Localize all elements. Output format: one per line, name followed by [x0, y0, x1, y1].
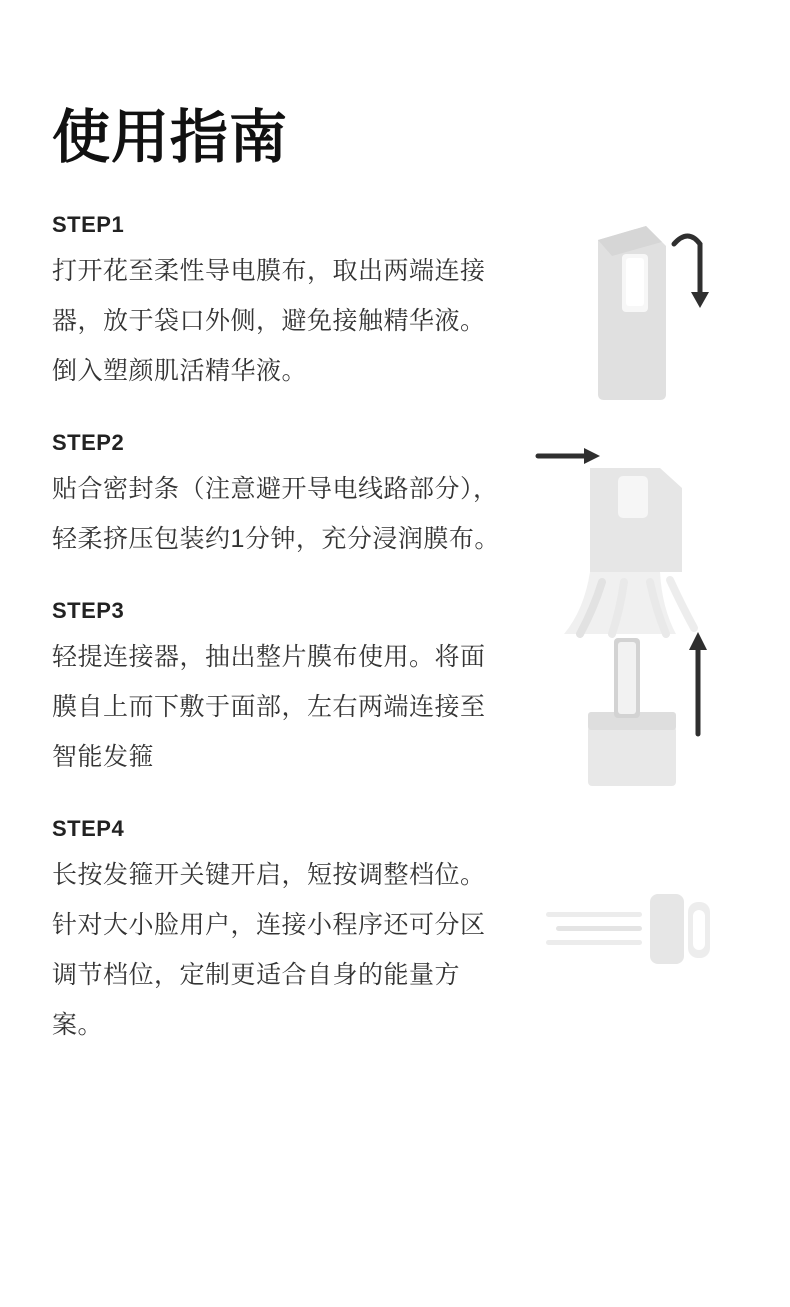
- step-label: STEP3: [52, 597, 125, 623]
- step-text: 贴合密封条（注意避开导电线路部分），轻柔挤压包装约1分钟，充分浸润膜布。: [52, 474, 500, 553]
- list-item: [52, 816, 738, 1050]
- list-item: [52, 430, 738, 564]
- list-item: [52, 598, 738, 782]
- page-title: 使用指南: [52, 105, 289, 170]
- steps-list: [52, 212, 738, 1050]
- step-label: STEP4: [52, 815, 125, 841]
- pouch-pour-icon: [542, 198, 742, 418]
- step-label: STEP2: [52, 429, 125, 455]
- pull-out-mask-icon: [542, 616, 742, 816]
- step-label: STEP1: [52, 211, 125, 237]
- step-text: 打开花至柔性导电膜布，取出两端连接器，放于袋口外侧，避免接触精华液。倒入塑颜肌活精华液。: [52, 256, 486, 385]
- list-item: [52, 212, 738, 396]
- step-text: 轻提连接器，抽出整片膜布使用。将面膜自上而下敷于面部，左右两端连接至智能发箍: [52, 642, 486, 771]
- headband-device-icon: [542, 872, 742, 992]
- step-text: 长按发箍开关键开启，短按调整档位。针对大小脸用户，连接小程序还可分区调节档位，定制更适合自身的能量方案。: [52, 860, 486, 1039]
